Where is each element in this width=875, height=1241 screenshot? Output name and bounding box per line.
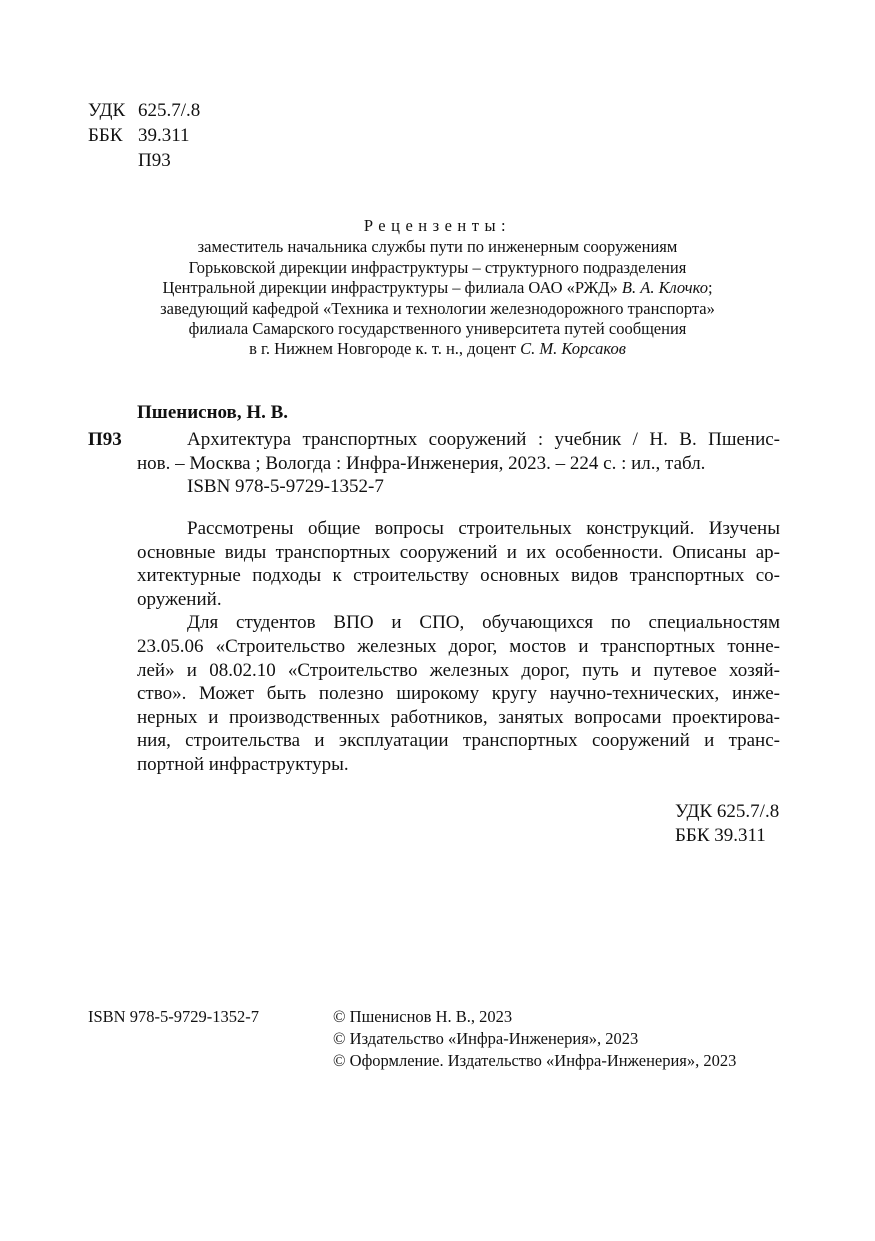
annotation-line: 23.05.06 «Строительство железных дорог, мостов и транспортных тонне-	[137, 635, 780, 657]
udk-value: 625.7/.8	[138, 100, 201, 121]
annotation-paragraph	[137, 517, 780, 611]
copyright-line: © Издательство «Инфра-Инженерия», 2023	[333, 1029, 639, 1048]
reviewers-line: Горьковской дирекции инфраструктуры – структурного подразделения	[188, 257, 687, 277]
catalog-author: Пшениснов, Н. В.	[137, 402, 289, 423]
reviewers-line: филиала Самарского государственного университета путей сообщения	[188, 319, 687, 339]
reviewers-line	[80, 339, 795, 359]
catalog-line: нов. – Москва ; Вологда : Инфра-Инженерия, 2023. – 224 с. : ил., табл.	[137, 452, 706, 474]
annotation-line: хитектурные подходы к строительству основных видов транспортных со-	[137, 565, 780, 587]
bbk-bottom: ББК 39.311	[675, 825, 766, 846]
annotation-line: Рассмотрены общие вопросы строительных конструкций. Изучены	[187, 518, 780, 539]
bbk-value: 39.311	[138, 125, 190, 146]
copyright-line: © Оформление. Издательство «Инфра-Инженерия», 2023	[333, 1051, 737, 1070]
annotation-paragraph	[137, 611, 780, 776]
catalog-code: П93	[88, 429, 122, 450]
annotation-line: основные виды транспортных сооружений и их особенности. Описаны ар-	[137, 541, 780, 563]
reviewers-line: заведующий кафедрой «Техника и технологии железнодорожного транспорта»	[160, 298, 715, 318]
annotation-line: портной инфраструктуры.	[137, 753, 349, 775]
bbk-row	[88, 123, 200, 148]
reviewers-line-text: Центральной дирекции инфраструктуры – филиала ОАО «РЖД»	[162, 278, 618, 298]
annotation-line: ство». Может быть полезно широкому кругу научно-технических, инже-	[137, 683, 780, 705]
reviewers-line-text: в г. Нижнем Новгороде к. т. н., доцент	[249, 339, 517, 359]
annotation	[137, 517, 780, 777]
udk-row	[88, 98, 200, 123]
annotation-line: оружений.	[137, 588, 222, 610]
annotation-line: нерных и производственных работников, занятых вопросами проектирова-	[137, 706, 780, 728]
udk-bottom: УДК 625.7/.8	[675, 801, 780, 822]
reviewers-line	[80, 278, 795, 298]
bbk-label: ББК	[88, 125, 123, 146]
reviewer-name: С. М. Корсаков	[520, 339, 626, 359]
reviewers-title: Рецензенты:	[363, 216, 512, 235]
reviewers-block	[80, 216, 795, 360]
reviewer-separator: ;	[707, 278, 713, 298]
reviewer-name: В. А. Клочко	[621, 278, 708, 298]
annotation-line: Для студентов ВПО и СПО, обучающихся по специальностям	[187, 612, 780, 634]
catalog-isbn: ISBN 978-5-9729-1352-7	[187, 476, 384, 497]
udk-label: УДК	[88, 100, 126, 121]
catalog-description	[137, 428, 780, 499]
footer-isbn: ISBN 978-5-9729-1352-7	[88, 1007, 259, 1026]
reviewers-line: заместитель начальника службы пути по инженерным сооружениям	[197, 237, 678, 257]
annotation-line: ния, строительства и эксплуатации транспортных сооружений и транс-	[137, 730, 780, 752]
classification-bottom	[675, 800, 779, 848]
copyright-line: © Пшениснов Н. В., 2023	[333, 1007, 513, 1026]
annotation-line: лей» и 08.02.10 «Строительство железных дорог, путь и путевое хозяй-	[137, 659, 780, 681]
author-sign: П93	[138, 150, 171, 171]
catalog-line: Архитектура транспортных сооружений : учебник / Н. В. Пшенис-	[187, 429, 780, 450]
copyright-block	[333, 1006, 736, 1072]
classification-block	[88, 98, 200, 173]
